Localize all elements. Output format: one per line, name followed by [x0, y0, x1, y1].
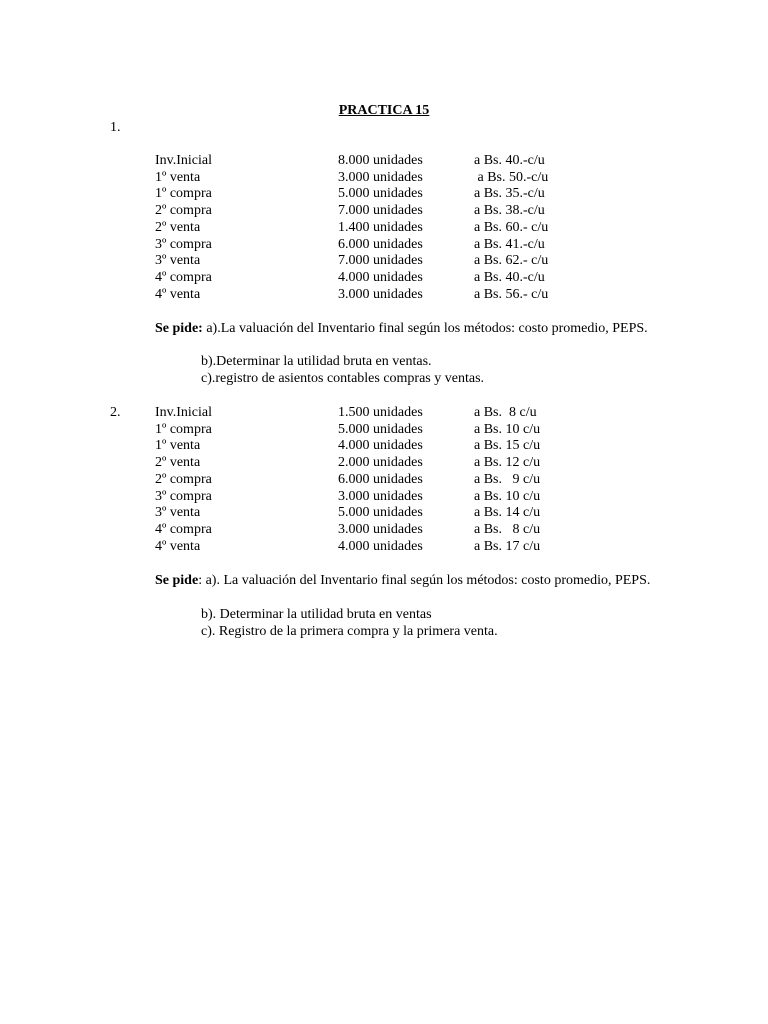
units-cell: 3.000 unidades [338, 286, 423, 302]
table-row [155, 270, 715, 287]
concept-cell: 4º venta [155, 538, 201, 554]
table-row [155, 539, 715, 556]
exercise-2-item-b: b). Determinar la utilidad bruta en ventas [201, 607, 432, 622]
units-cell: 5.000 unidades [338, 421, 423, 437]
units-cell: 5.000 unidades [338, 186, 423, 202]
table-row [155, 505, 715, 522]
table-row [155, 170, 715, 187]
se-pide-label: Se pide: [155, 321, 203, 336]
units-cell: 1.500 unidades [338, 405, 423, 420]
table-row [155, 220, 715, 237]
units-cell: 3.000 unidades [338, 522, 423, 538]
table-row [155, 472, 715, 489]
units-cell: 2.000 unidades [338, 455, 423, 471]
price-cell: a Bs. 12 c/u [474, 455, 541, 471]
units-cell: 6.000 unidades [338, 471, 423, 487]
exercise-2-se-pide [155, 573, 675, 590]
table-row [155, 153, 715, 170]
price-cell: a Bs. 9 c/u [474, 471, 541, 487]
units-cell: 4.000 unidades [338, 270, 423, 286]
exercise-1-se-pide [155, 321, 675, 338]
units-cell: 1.400 unidades [338, 219, 423, 235]
price-cell: a Bs. 8 c/u [474, 522, 541, 538]
units-cell: 8.000 unidades [338, 153, 423, 168]
table-row [155, 287, 715, 304]
units-cell: 4.000 unidades [338, 538, 423, 554]
table-row [155, 438, 715, 455]
concept-cell: 3º venta [155, 505, 201, 521]
se-pide-text: a).La valuación del Inventario final según los métodos: costo promedio, PEPS. [202, 321, 648, 336]
concept-cell: 2º venta [155, 455, 201, 471]
exercise-1-item-c: c).registro de asientos contables compras y ventas. [201, 371, 485, 386]
concept-cell: 3º compra [155, 488, 212, 504]
concept-cell: 3º compra [155, 236, 212, 252]
concept-cell: Inv.Inicial [155, 405, 213, 420]
table-row [155, 489, 715, 506]
concept-cell: Inv.Inicial [155, 153, 213, 168]
concept-cell: 1º compra [155, 186, 212, 202]
se-pide-label: Se pide [155, 573, 199, 588]
units-cell: 7.000 unidades [338, 253, 423, 269]
concept-cell: 2º venta [155, 219, 201, 235]
concept-cell: 1º venta [155, 438, 201, 454]
units-cell: 6.000 unidades [338, 236, 423, 252]
table-row [155, 186, 715, 203]
price-cell: a Bs. 56.- c/u [474, 286, 549, 302]
concept-cell: 4º compra [155, 522, 212, 538]
concept-cell: 3º venta [155, 253, 201, 269]
exercise-1-item-b: b).Determinar la utilidad bruta en ventas. [201, 354, 432, 369]
exercise-1-number: 1. [110, 120, 121, 135]
concept-cell: 4º compra [155, 270, 212, 286]
units-cell: 3.000 unidades [338, 169, 423, 185]
price-cell: a Bs. 10 c/u [474, 421, 541, 437]
price-cell: a Bs. 17 c/u [474, 538, 541, 554]
table-row [155, 522, 715, 539]
table-row [155, 455, 715, 472]
price-cell: a Bs. 10 c/u [474, 488, 541, 504]
table-row [155, 405, 715, 422]
page-title: PRACTICA 15 [338, 103, 430, 118]
concept-cell: 1º compra [155, 421, 212, 437]
concept-cell: 2º compra [155, 203, 212, 219]
table-row [155, 422, 715, 439]
units-cell: 4.000 unidades [338, 438, 423, 454]
units-cell: 5.000 unidades [338, 505, 423, 521]
price-cell: a Bs. 40.-c/u [474, 270, 545, 286]
price-cell: a Bs. 60.- c/u [474, 219, 549, 235]
price-cell: a Bs. 14 c/u [474, 505, 541, 521]
price-cell: a Bs. 35.-c/u [474, 186, 545, 202]
se-pide-text: : a). La valuación del Inventario final según los métodos: costo promedio, PEPS. [198, 573, 651, 588]
exercise-2-table [155, 405, 715, 555]
table-row [155, 203, 715, 220]
price-cell: a Bs. 15 c/u [474, 438, 541, 454]
table-row [155, 237, 715, 254]
price-cell: a Bs. 40.-c/u [474, 153, 545, 168]
price-cell: a Bs. 41.-c/u [474, 236, 545, 252]
units-cell: 3.000 unidades [338, 488, 423, 504]
price-cell: a Bs. 50.-c/u [474, 169, 549, 185]
table-row [155, 253, 715, 270]
price-cell: a Bs. 62.- c/u [474, 253, 549, 269]
price-cell: a Bs. 38.-c/u [474, 203, 545, 219]
concept-cell: 1º venta [155, 169, 201, 185]
concept-cell: 4º venta [155, 286, 201, 302]
exercise-2-item-c: c). Registro de la primera compra y la primera venta. [201, 624, 498, 639]
units-cell: 7.000 unidades [338, 203, 423, 219]
exercise-1-table [155, 153, 715, 303]
price-cell: a Bs. 8 c/u [474, 405, 537, 420]
exercise-2-number: 2. [110, 405, 121, 420]
concept-cell: 2º compra [155, 471, 212, 487]
